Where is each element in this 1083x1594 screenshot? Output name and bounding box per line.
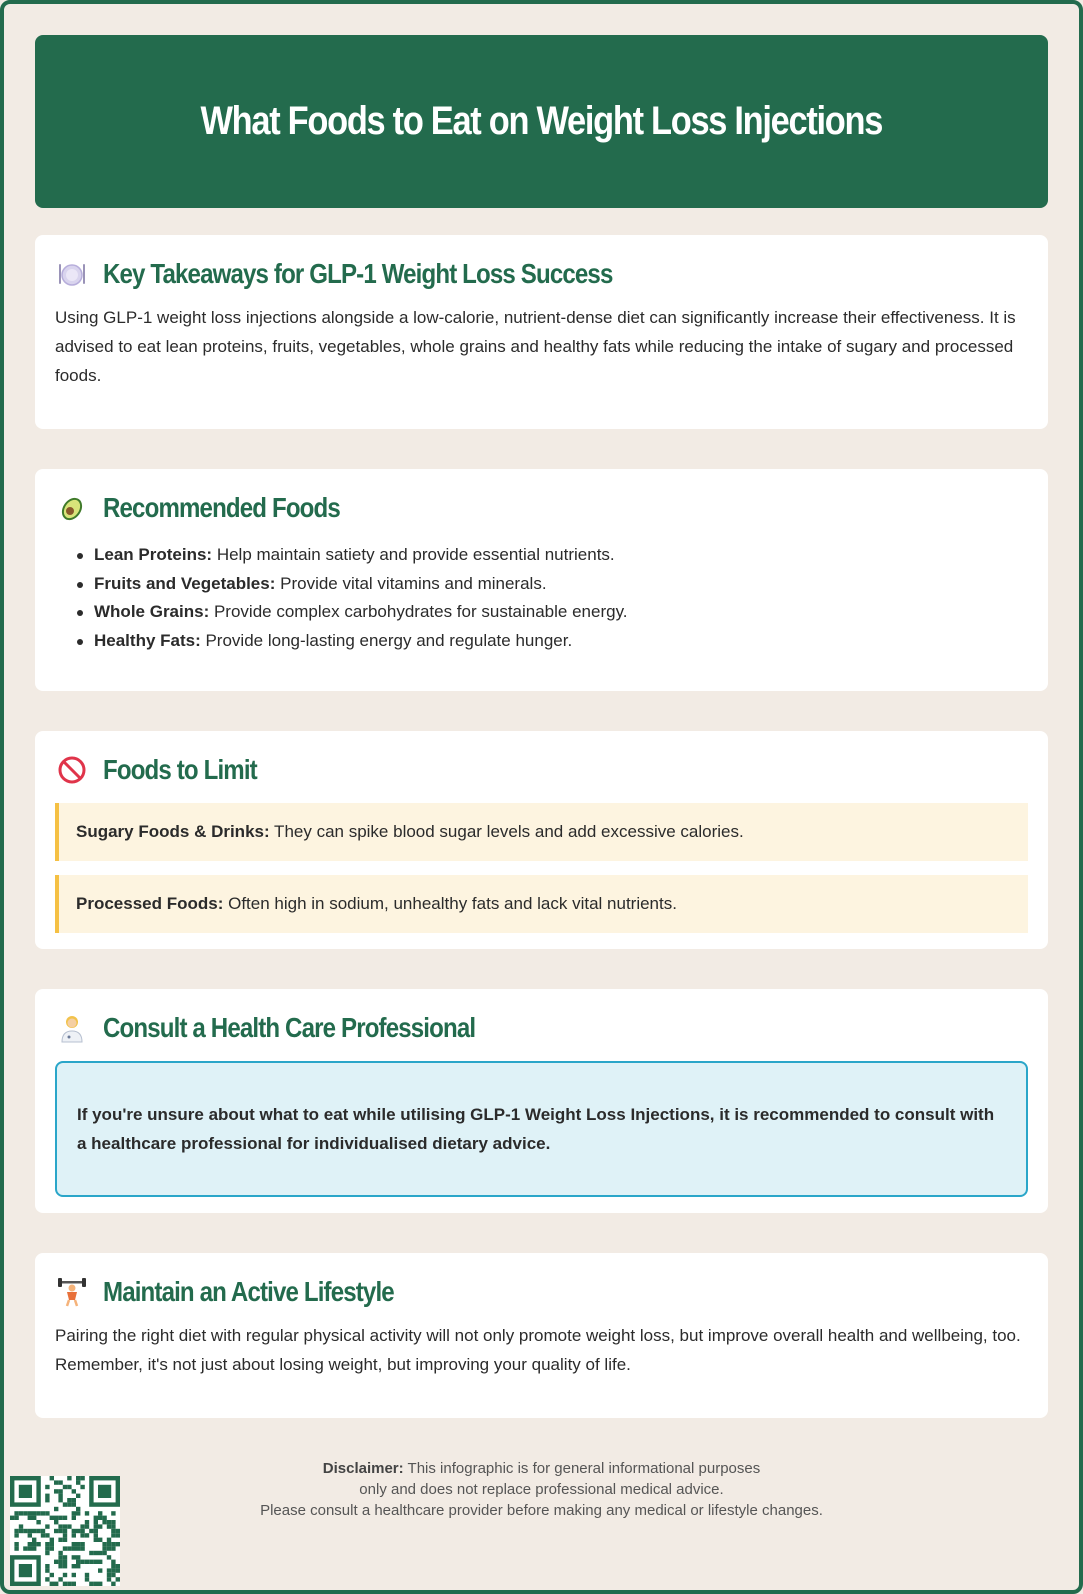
limit-heading: Foods to Limit [103, 754, 257, 785]
prohibited-icon [55, 753, 89, 787]
list-item: Whole Grains: Provide complex carbohydrates for sustainable energy. [55, 598, 1028, 627]
consult-card [35, 989, 1048, 1213]
list-item: Lean Proteins: Help maintain satiety and provide essential nutrients. [55, 541, 1028, 570]
recommended-card [35, 469, 1048, 691]
avocado-icon [55, 491, 89, 525]
active-heading: Maintain an Active Lifestyle [103, 1276, 394, 1307]
recommended-heading: Recommended Foods [103, 492, 340, 523]
weightlifter-icon [55, 1275, 89, 1309]
limit-card [35, 731, 1048, 949]
disclaimer [0, 1458, 1083, 1521]
consult-text: If you're unsure about what to eat while utilising GLP-1 Weight Loss Injections, it is recommended to consult with a healthcare professional for individualised dietary advice. [77, 1105, 995, 1153]
limit-item-processed: Processed Foods: Often high in sodium, unhealthy fats and lack vital nutrients. [55, 875, 1028, 933]
active-card [35, 1253, 1048, 1418]
limit-item-sugary: Sugary Foods & Drinks: They can spike blood sugar levels and add excessive calories. [55, 803, 1028, 861]
health-worker-icon [55, 1011, 89, 1045]
consult-heading: Consult a Health Care Professional [103, 1012, 476, 1043]
page-title: What Foods to Eat on Weight Loss Injections [200, 99, 883, 143]
disclaimer-line-2: only and does not replace professional medical advice. [359, 1481, 724, 1498]
takeaways-text: Using GLP-1 weight loss injections alongside a low-calorie, nutrient-dense diet can significantly increase their effectiveness. It is advised to eat lean proteins, fruits, vegetables, whole grains and healthy fats while reducing the intake of sugary and processed foods. [55, 308, 1016, 385]
list-item: Fruits and Vegetables: Provide vital vitamins and minerals. [55, 570, 1028, 599]
disclaimer-line-3: Please consult a healthcare provider before making any medical or lifestyle changes. [260, 1502, 823, 1519]
disclaimer-label: Disclaimer: [322, 1460, 404, 1477]
list-item: Healthy Fats: Provide long-lasting energy and regulate hunger. [55, 627, 1028, 656]
takeaways-card [35, 235, 1048, 429]
takeaways-heading: Key Takeaways for GLP-1 Weight Loss Success [103, 258, 613, 289]
plate-cutlery-icon [55, 257, 89, 291]
active-text: Pairing the right diet with regular physical activity will not only promote weight loss, but improve overall health and wellbeing, too. Remember, it's not just about losing weight, but improving your quality of life. [55, 1326, 1021, 1374]
recommended-list [55, 541, 1028, 655]
consult-callout [55, 1061, 1028, 1197]
disclaimer-line-1: This infographic is for general informational purposes [403, 1460, 761, 1477]
page-header [35, 35, 1048, 208]
